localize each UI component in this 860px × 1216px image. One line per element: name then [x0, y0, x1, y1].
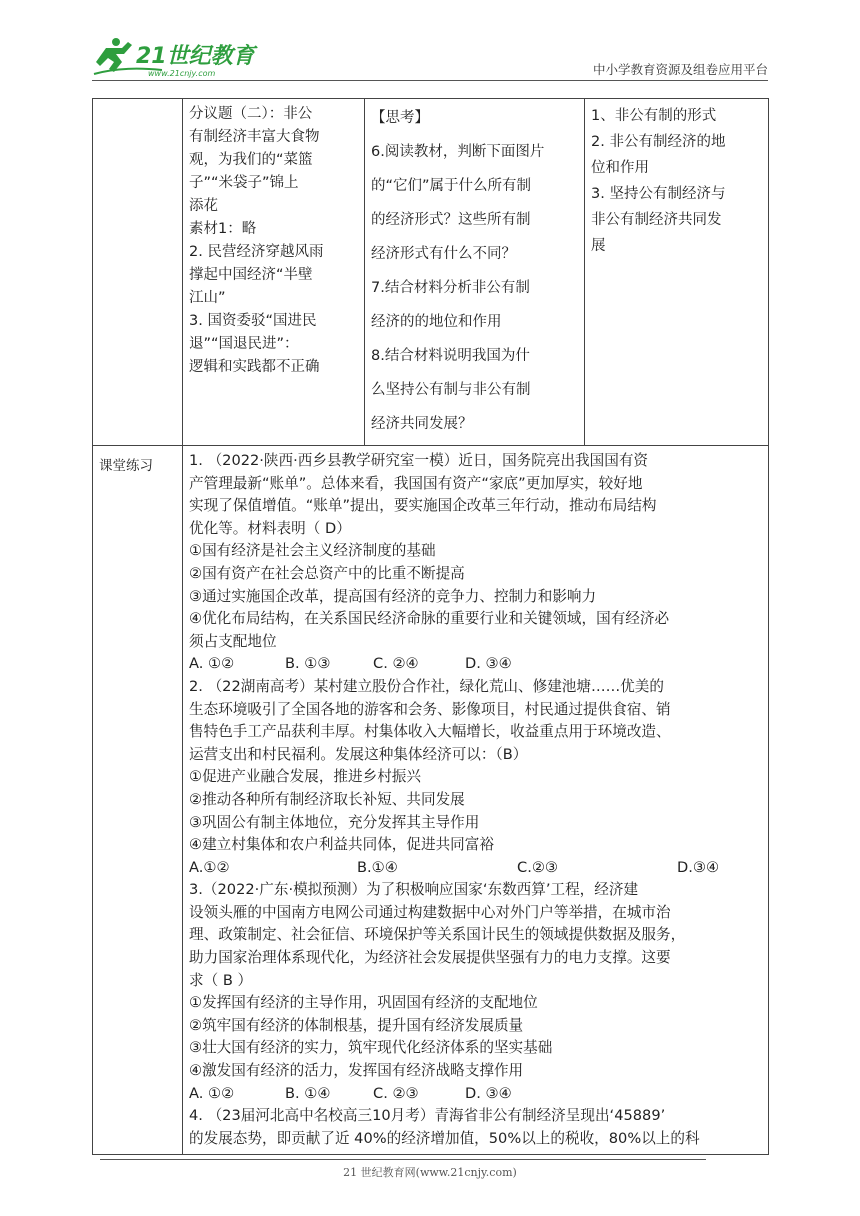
answer-option: D. ③④ — [465, 1084, 512, 1102]
question-line: 须占支配地位 — [189, 632, 277, 650]
question-line: ①国有经济是社会主义经济制度的基础 — [189, 542, 436, 560]
answer-option: B. ①④ — [285, 1084, 331, 1102]
answer-option: A. ①② — [189, 1084, 235, 1102]
thinking-line: 的经济形式？这些所有制 — [371, 212, 531, 228]
footer-divider — [100, 1159, 706, 1160]
exercise-label-cell — [93, 446, 183, 1155]
topic-line: 子”“米袋子”锦上 — [189, 175, 299, 191]
answer-option: A.①② — [189, 858, 230, 876]
summary-line: 展 — [591, 238, 606, 254]
site-logo — [92, 36, 260, 80]
question-1-options — [189, 653, 762, 676]
question-line: ③巩固公有制主体地位，充分发挥其主导作用 — [189, 813, 480, 831]
thinking-line: 么坚持公有制与非公有制 — [371, 382, 531, 398]
exercise-content — [183, 446, 768, 1154]
lesson-table — [92, 98, 769, 1155]
question-line: 理、政策制定、社会征信、环境保护等关系国计民生的领域提供数据及服务， — [189, 926, 686, 944]
question-line: 1. （2022·陕西·西乡县教学研究室一模）近日，国务院亮出我国国有资 — [189, 452, 649, 469]
question-line: 助力国家治理体系现代化，为经济社会发展提供坚强有力的电力支撑。这要 — [189, 949, 671, 967]
question-line: ①发挥国有经济的主导作用，巩固国有经济的支配地位 — [189, 994, 538, 1012]
svg-text:www.21cnjy.com: www.21cnjy.com — [148, 69, 216, 78]
question-3 — [189, 879, 762, 1082]
answer-option: D.③④ — [677, 858, 720, 876]
question-line: 生态环境吸引了全国各地的游客和会务、影像项目，村民通过提供食宿、销 — [189, 700, 671, 718]
thinking-line: 经济共同发展？ — [371, 416, 473, 432]
table-row-exercise — [93, 446, 769, 1155]
summary-text — [585, 99, 768, 263]
thinking-line: 的“它们”属于什么所有制 — [371, 178, 532, 194]
topic-line: 2. 民营经济穿越风雨 — [189, 244, 324, 260]
question-3-options — [189, 1083, 762, 1106]
answer-option: B. ①③ — [285, 655, 331, 673]
question-line: ②筑牢国有经济的体制根基，提升国有经济发展质量 — [189, 1016, 524, 1034]
topic-line: 3. 国资委驳“国进民 — [189, 313, 317, 329]
question-line: 运营支出和村民福利。发展这种集体经济可以：（B） — [189, 745, 528, 763]
summary-line: 非公有制经济共同发 — [591, 212, 722, 228]
question-line: ④激发国有经济的活力，发挥国有经济战略支撑作用 — [189, 1062, 524, 1080]
topic-line: 观，为我们的“菜篮 — [189, 152, 313, 168]
answer-option: C.②③ — [517, 858, 558, 876]
exercise-label: 课堂练习 — [99, 458, 153, 474]
summary-line: 位和作用 — [591, 160, 649, 176]
thinking-cell — [365, 99, 585, 446]
question-line: ④优化布局结构，在关系国民经济命脉的重要行业和关键领域，国有经济必 — [189, 610, 670, 628]
thinking-line: 8.结合材料说明我国为什 — [371, 348, 530, 364]
question-line: 产管理最新“账单”。总体来看，我国国有资产“家底”更加厚实，较好地 — [189, 474, 643, 492]
question-2-options — [189, 857, 762, 880]
thinking-line: 6.阅读教材，判断下面图片 — [371, 144, 545, 160]
question-4 — [189, 1105, 762, 1150]
thinking-line: 经济的的地位和作用 — [371, 314, 502, 330]
header-divider — [92, 80, 768, 81]
summary-line: 2. 非公有制经济的地 — [591, 134, 726, 150]
question-line: 3.（2022·广东·模拟预测）为了积极响应国家‘东数西算’工程，经济建 — [189, 881, 639, 899]
exercise-content-cell — [183, 446, 769, 1155]
table-row-topic — [93, 99, 769, 446]
topic-line: 退”“国退民进”： — [189, 336, 299, 352]
question-line: 实现了保值增值。“账单”提出，要实施国企改革三年行动，推动布局结构 — [189, 497, 657, 515]
thinking-line: 【思考】 — [371, 110, 429, 126]
footer-text: 21 世纪教育网(www.21cnjy.com) — [343, 1166, 517, 1179]
page-header — [92, 36, 768, 82]
question-line: ③壮大国有经济的实力，筑牢现代化经济体系的坚实基础 — [189, 1039, 553, 1057]
question-line: ③通过实施国企改革，提高国有经济的竞争力、控制力和影响力 — [189, 587, 597, 605]
answer-option: B.①④ — [357, 858, 398, 876]
topic-line: 添花 — [189, 198, 218, 214]
question-1 — [189, 450, 762, 653]
question-line: 优化等。材料表明（ D） — [189, 519, 351, 537]
topic-material-cell — [183, 99, 365, 446]
answer-option: A. ①② — [189, 655, 235, 673]
answer-option: C. ②③ — [373, 1084, 419, 1102]
question-line: 售特色手工产品获利丰厚。村集体收入大幅增长，收益重点用于环境改造、 — [189, 723, 671, 741]
question-2 — [189, 676, 762, 857]
question-line: ①促进产业融合发展，推进乡村振兴 — [189, 768, 421, 786]
question-line: ②推动各种所有制经济取长补短、共同发展 — [189, 790, 465, 808]
platform-title: 中小学教育资源及组卷应用平台 — [592, 62, 768, 77]
row1-label-cell — [93, 99, 183, 446]
topic-line: 江山” — [189, 290, 226, 306]
topic-line: 撑起中国经济“半壁 — [189, 267, 313, 283]
summary-line: 1、非公有制的形式 — [591, 108, 717, 124]
svg-text:21世纪教育: 21世纪教育 — [136, 44, 255, 69]
question-line: 求（ B ） — [189, 971, 253, 989]
thinking-text — [365, 99, 584, 445]
thinking-line: 经济形式有什么不同？ — [371, 246, 516, 262]
answer-option: D. ③④ — [465, 655, 512, 673]
question-line: 的发展态势，即贡献了近 40%的经济增加值，50%以上的税收，80%以上的科 — [189, 1129, 700, 1147]
question-line: 4. （23届河北高中名校高三10月考）青海省非公有制经济呈现出‘45889’ — [189, 1107, 666, 1125]
question-line: 设领头雁的中国南方电网公司通过构建数据中心对外门户等举措，在城市治 — [189, 903, 671, 921]
topic-material-text — [183, 99, 364, 383]
question-line: ④建立村集体和农户利益共同体，促进共同富裕 — [189, 836, 494, 854]
topic-line: 逻辑和实践都不正确 — [189, 359, 320, 375]
question-line: 2. （22湖南高考）某村建立股份合作社，绿化荒山、修建池塘……优美的 — [189, 677, 664, 695]
thinking-line: 7.结合材料分析非公有制 — [371, 280, 530, 296]
topic-line: 素材1：略 — [189, 221, 257, 237]
summary-line: 3. 坚持公有制经济与 — [591, 186, 726, 202]
summary-cell — [585, 99, 769, 446]
topic-line: 分议题（二）：非公 — [189, 106, 313, 122]
answer-option: C. ②④ — [373, 655, 419, 673]
question-line: ②国有资产在社会总资产中的比重不断提高 — [189, 564, 465, 582]
topic-line: 有制经济丰富大食物 — [189, 129, 320, 145]
